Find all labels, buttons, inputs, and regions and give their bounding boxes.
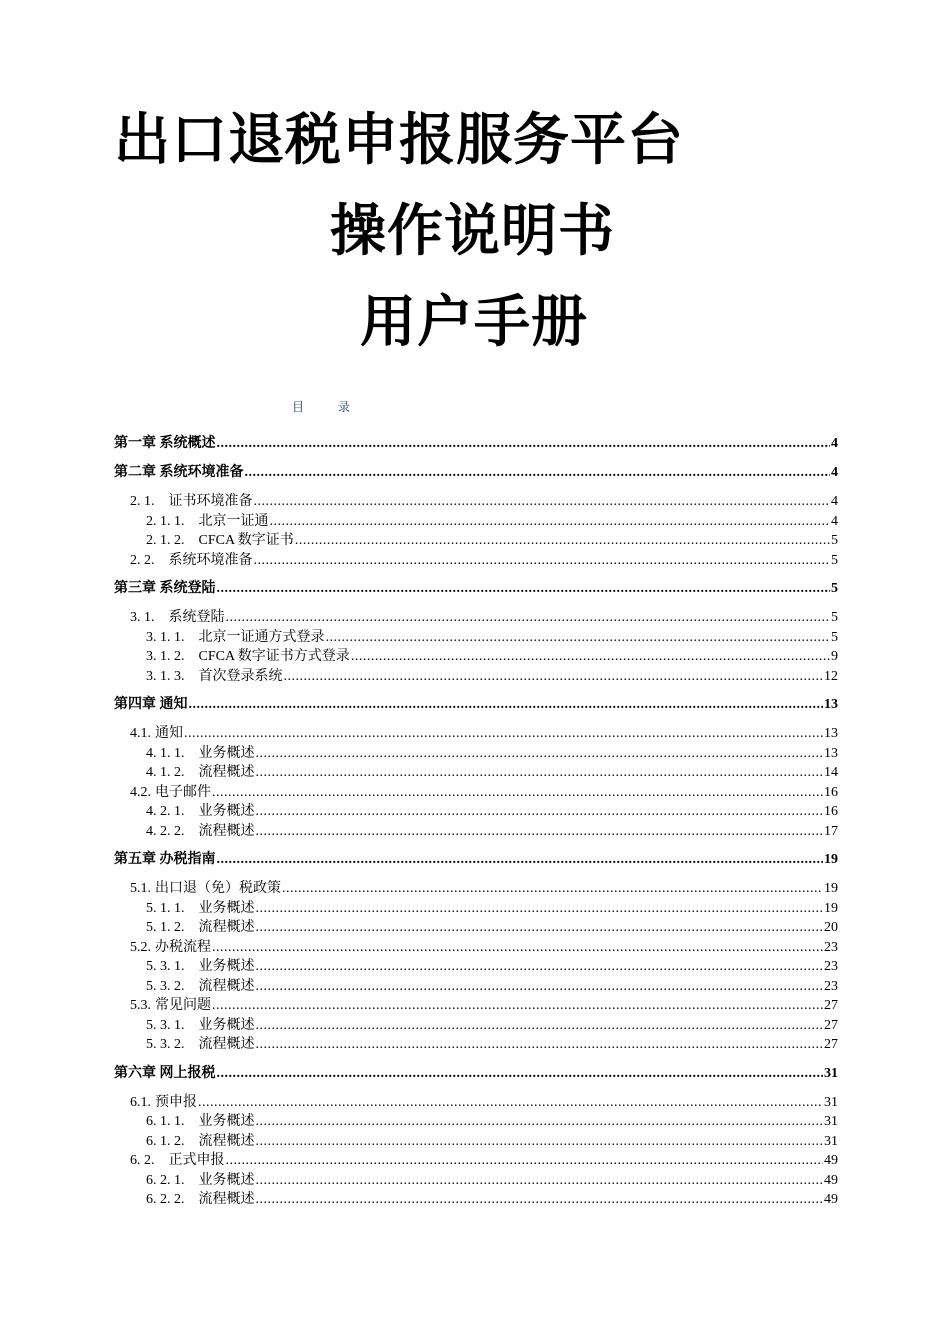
- toc-entry-text: 证书环境准备: [168, 494, 253, 509]
- toc-entry[interactable]: [114, 434, 838, 454]
- toc-dot-leader: [282, 879, 823, 899]
- toc-entry-page-number: 16: [824, 784, 838, 800]
- toc-entry[interactable]: [114, 1016, 838, 1036]
- toc-entry-page-number: 31: [824, 1133, 838, 1149]
- toc-entry[interactable]: [114, 463, 838, 483]
- toc-dot-leader: [198, 1093, 823, 1113]
- toc-entry-label: [146, 763, 255, 783]
- toc-entry-number: 3. 1. 1.: [146, 629, 185, 645]
- toc-entry-label: [130, 492, 253, 512]
- toc-entry-page-number: 5: [831, 629, 838, 645]
- toc-entry-label: [146, 1035, 255, 1055]
- toc-entry-number: 2. 2.: [130, 552, 155, 568]
- toc-entry-page-number: 14: [824, 765, 838, 780]
- toc-entry-text: 业务概述: [198, 745, 255, 761]
- toc-entry-number: 5. 3. 1.: [146, 1017, 185, 1033]
- toc-entry-text: 出口退（免）税政策: [155, 881, 281, 896]
- toc-entry-label: [130, 551, 253, 571]
- toc-entry-number: 3. 1. 2.: [146, 649, 185, 664]
- toc-entry-label: [114, 434, 216, 454]
- toc-entry-page-number: 4: [831, 436, 838, 451]
- toc-entry-page-number: 27: [824, 1017, 838, 1033]
- toc-entry-text: 正式申报: [168, 1153, 225, 1168]
- toc-entry[interactable]: [114, 1132, 838, 1152]
- toc-dot-leader: [256, 918, 824, 938]
- toc-entry-page-number: 49: [824, 1192, 838, 1207]
- toc-entry-label: [146, 628, 325, 648]
- toc-entry-label: [130, 608, 225, 628]
- toc-entry[interactable]: [114, 938, 838, 958]
- toc-entry-label: [146, 1132, 255, 1152]
- toc-dot-leader: [254, 492, 831, 512]
- toc-entry-label: [146, 667, 283, 687]
- toc-entry-label: [146, 531, 294, 551]
- toc-entry-page-number: 23: [824, 978, 838, 994]
- toc-entry[interactable]: [114, 1171, 838, 1191]
- toc-dot-leader: [226, 1151, 824, 1171]
- toc-entry-text: 流程概述: [198, 765, 255, 780]
- toc-entry-text: CFCA 数字证书: [198, 533, 294, 548]
- toc-entry[interactable]: [114, 763, 838, 783]
- toc-entry-page-number: 27: [824, 998, 838, 1013]
- toc-entry[interactable]: [114, 1093, 838, 1113]
- toc-dot-leader: [326, 628, 831, 648]
- toc-entry-text: 流程概述: [198, 978, 255, 994]
- toc-entry-number: 5. 3. 1.: [146, 959, 185, 974]
- toc-entry-page-number: 13: [824, 745, 838, 761]
- toc-entry-text: 系统环境准备: [168, 552, 253, 568]
- toc-entry[interactable]: [114, 695, 838, 715]
- toc-entry-text: 流程概述: [198, 1133, 255, 1149]
- toc-entry-label: [146, 957, 255, 977]
- toc-entry-number: 6. 2. 2.: [146, 1192, 185, 1207]
- toc-entry-page-number: 19: [824, 852, 838, 867]
- toc-entry-number: 6. 2.: [130, 1153, 155, 1168]
- toc-entry-text: 流程概述: [198, 920, 255, 935]
- toc-dot-leader: [217, 579, 831, 599]
- toc-entry-page-number: 5: [831, 581, 838, 596]
- toc-entry-label: [130, 783, 211, 803]
- toc-dot-leader: [256, 744, 824, 764]
- toc-entry-text: 办税流程: [155, 939, 211, 955]
- toc-entry-text: 业务概述: [198, 1172, 255, 1188]
- toc-entry[interactable]: [114, 492, 838, 512]
- toc-dot-leader: [256, 1016, 824, 1036]
- toc-entry-text: 首次登录系统: [198, 668, 283, 684]
- toc-entry[interactable]: [114, 531, 838, 551]
- document-title-line-2: 操作说明书: [330, 198, 615, 264]
- toc-entry-label: [114, 695, 188, 715]
- toc-dot-leader: [212, 996, 823, 1016]
- toc-dot-leader: [212, 938, 823, 958]
- toc-entry-page-number: 4: [831, 494, 838, 509]
- toc-dot-leader: [256, 763, 824, 783]
- toc-entry-label: [146, 512, 269, 532]
- toc-entry-number: 6.1.: [130, 1094, 151, 1110]
- toc-dot-leader: [256, 802, 824, 822]
- toc-dot-leader: [256, 957, 824, 977]
- toc-entry-number: 6. 1. 1.: [146, 1114, 185, 1129]
- toc-entry-text: 流程概述: [198, 823, 255, 839]
- toc-entry-text: 第五章 办税指南: [114, 852, 216, 867]
- toc-dot-leader: [254, 551, 831, 571]
- toc-entry[interactable]: [114, 957, 838, 977]
- toc-entry-page-number: 19: [824, 900, 838, 916]
- toc-entry-number: 2. 1.: [130, 494, 155, 509]
- toc-entry-page-number: 19: [824, 881, 838, 896]
- toc-entry-number: 4.2.: [130, 784, 151, 800]
- toc-entry-page-number: 9: [831, 649, 838, 664]
- toc-dot-leader: [184, 724, 823, 744]
- toc-dot-leader: [256, 899, 824, 919]
- toc-entry[interactable]: [114, 899, 838, 919]
- toc-entry-label: [146, 977, 255, 997]
- toc-dot-leader: [256, 1171, 824, 1191]
- toc-entry-page-number: 13: [824, 697, 838, 712]
- toc-entry-page-number: 5: [831, 610, 838, 625]
- toc-entry-text: 流程概述: [198, 1037, 255, 1052]
- toc-entry-page-number: 49: [824, 1172, 838, 1188]
- toc-entry-page-number: 4: [831, 513, 838, 529]
- toc-entry-label: [114, 850, 216, 870]
- toc-entry-text: 业务概述: [198, 959, 255, 974]
- toc-entry[interactable]: [114, 996, 838, 1016]
- toc-entry-number: 6. 1. 2.: [146, 1133, 185, 1149]
- toc-entry-number: 3. 1. 3.: [146, 668, 185, 684]
- toc-entry-text: 第二章 系统环境准备: [114, 465, 244, 480]
- toc-dot-leader: [256, 1112, 824, 1132]
- toc-entry-text: 第六章 网上报税: [114, 1065, 216, 1081]
- toc-entry-number: 6. 2. 1.: [146, 1172, 185, 1188]
- toc-heading-char-2: 录: [338, 400, 351, 414]
- toc-entry-label: [146, 802, 255, 822]
- toc-entry-page-number: 27: [824, 1037, 838, 1052]
- toc-entry-page-number: 5: [831, 552, 838, 568]
- toc-entry-label: [146, 1016, 255, 1036]
- toc-entry-page-number: 31: [824, 1065, 838, 1081]
- toc-dot-leader: [245, 463, 831, 483]
- toc-entry-text: 第三章 系统登陆: [114, 581, 216, 596]
- toc-entry-label: [146, 918, 255, 938]
- toc-entry-number: 4. 2. 2.: [146, 823, 185, 839]
- toc-entry-page-number: 23: [824, 959, 838, 974]
- toc-dot-leader: [256, 1132, 824, 1152]
- toc-entry-number: 5.2.: [130, 939, 151, 955]
- toc-entry[interactable]: [114, 667, 838, 687]
- toc-entry-page-number: 23: [824, 939, 838, 955]
- toc-entry[interactable]: [114, 628, 838, 648]
- toc-entry[interactable]: [114, 579, 838, 599]
- toc-dot-leader: [351, 647, 830, 667]
- toc-entry[interactable]: [114, 1112, 838, 1132]
- toc-entry-number: 4.1.: [130, 726, 151, 741]
- toc-entry-text: 第一章 系统概述: [114, 436, 216, 451]
- toc-entry-label: [146, 899, 255, 919]
- toc-entry[interactable]: [114, 1064, 838, 1084]
- toc-entry-text: 系统登陆: [168, 610, 225, 625]
- toc-entry-text: 业务概述: [198, 1017, 255, 1033]
- toc-entry-number: 4. 1. 2.: [146, 765, 185, 780]
- toc-dot-leader: [295, 531, 830, 551]
- toc-entry-number: 4. 2. 1.: [146, 804, 185, 819]
- toc-entry-text: 常见问题: [155, 998, 211, 1013]
- document-title-line-1: 出口退税申报服务平台: [114, 107, 684, 173]
- toc-entry-text: 北京一证通: [198, 513, 269, 529]
- toc-entry-number: 5. 1. 1.: [146, 900, 185, 916]
- toc-entry-page-number: 20: [824, 920, 838, 935]
- toc-entry-page-number: 49: [824, 1153, 838, 1168]
- toc-dot-leader: [256, 977, 824, 997]
- toc-entry-text: 预申报: [155, 1094, 197, 1110]
- toc-entry-label: [130, 996, 211, 1016]
- toc-entry-page-number: 13: [824, 726, 838, 741]
- toc-entry-number: 5.1.: [130, 881, 151, 896]
- toc-entry-label: [146, 822, 255, 842]
- toc-entry-text: 流程概述: [198, 1192, 255, 1207]
- toc-entry-number: 3. 1.: [130, 610, 155, 625]
- toc-entry-label: [114, 1064, 216, 1084]
- toc-entry-label: [146, 744, 255, 764]
- toc-entry-page-number: 16: [824, 804, 838, 819]
- toc-dot-leader: [226, 608, 831, 628]
- toc-entry-label: [130, 1151, 225, 1171]
- toc-dot-leader: [256, 1190, 824, 1210]
- toc-entry[interactable]: [114, 608, 838, 628]
- toc-entry-label: [146, 1190, 255, 1210]
- toc-entry-text: 北京一证通方式登录: [198, 629, 325, 645]
- toc-heading-char-1: 目: [292, 400, 305, 414]
- toc-entry-page-number: 17: [824, 823, 838, 839]
- toc-entry-label: [146, 647, 350, 667]
- table-of-contents: [114, 434, 838, 1210]
- toc-dot-leader: [212, 783, 823, 803]
- toc-entry-label: [146, 1112, 255, 1132]
- toc-entry[interactable]: [114, 551, 838, 571]
- toc-entry-page-number: 31: [824, 1114, 838, 1129]
- toc-entry[interactable]: [114, 850, 838, 870]
- toc-entry-text: 业务概述: [198, 804, 255, 819]
- toc-dot-leader: [256, 822, 824, 842]
- toc-entry-number: 2. 1. 2.: [146, 533, 185, 548]
- toc-entry[interactable]: [114, 918, 838, 938]
- toc-entry-text: CFCA 数字证书方式登录: [198, 649, 350, 664]
- toc-entry[interactable]: [114, 977, 838, 997]
- document-title-line-3: 用户手册: [360, 289, 588, 355]
- toc-dot-leader: [270, 512, 831, 532]
- toc-entry[interactable]: [114, 1190, 838, 1210]
- toc-entry-label: [146, 1171, 255, 1191]
- toc-heading: [292, 398, 350, 415]
- toc-entry[interactable]: [114, 647, 838, 667]
- toc-dot-leader: [217, 434, 831, 454]
- toc-entry[interactable]: [114, 744, 838, 764]
- toc-entry[interactable]: [114, 783, 838, 803]
- toc-entry-page-number: 5: [831, 533, 838, 548]
- toc-entry-text: 第四章 通知: [114, 697, 188, 712]
- toc-entry-number: 5. 3. 2.: [146, 1037, 185, 1052]
- toc-entry[interactable]: [114, 1035, 838, 1055]
- toc-dot-leader: [256, 1035, 824, 1055]
- toc-entry-label: [130, 1093, 197, 1113]
- toc-entry[interactable]: [114, 879, 838, 899]
- toc-dot-leader: [284, 667, 824, 687]
- toc-entry-text: 业务概述: [198, 1114, 255, 1129]
- toc-dot-leader: [217, 850, 824, 870]
- toc-entry-text: 业务概述: [198, 900, 255, 916]
- toc-entry-label: [130, 879, 281, 899]
- toc-entry-label: [114, 463, 244, 483]
- toc-entry-number: 5. 1. 2.: [146, 920, 185, 935]
- toc-entry-page-number: 31: [824, 1094, 838, 1110]
- toc-entry-label: [130, 724, 183, 744]
- toc-dot-leader: [217, 1064, 824, 1084]
- toc-entry-number: 5. 3. 2.: [146, 978, 185, 994]
- toc-entry-page-number: 4: [831, 465, 838, 480]
- toc-entry-number: 5.3.: [130, 998, 151, 1013]
- toc-entry-text: 电子邮件: [155, 784, 211, 800]
- toc-entry-number: 4. 1. 1.: [146, 745, 185, 761]
- toc-entry-number: 2. 1. 1.: [146, 513, 185, 529]
- toc-dot-leader: [189, 695, 824, 715]
- toc-entry[interactable]: [114, 802, 838, 822]
- toc-entry-text: 通知: [155, 726, 183, 741]
- toc-entry[interactable]: [114, 512, 838, 532]
- toc-entry-label: [114, 579, 216, 599]
- toc-entry[interactable]: [114, 1151, 838, 1171]
- toc-entry-page-number: 12: [824, 668, 838, 684]
- toc-entry[interactable]: [114, 822, 838, 842]
- toc-entry-label: [130, 938, 211, 958]
- toc-entry[interactable]: [114, 724, 838, 744]
